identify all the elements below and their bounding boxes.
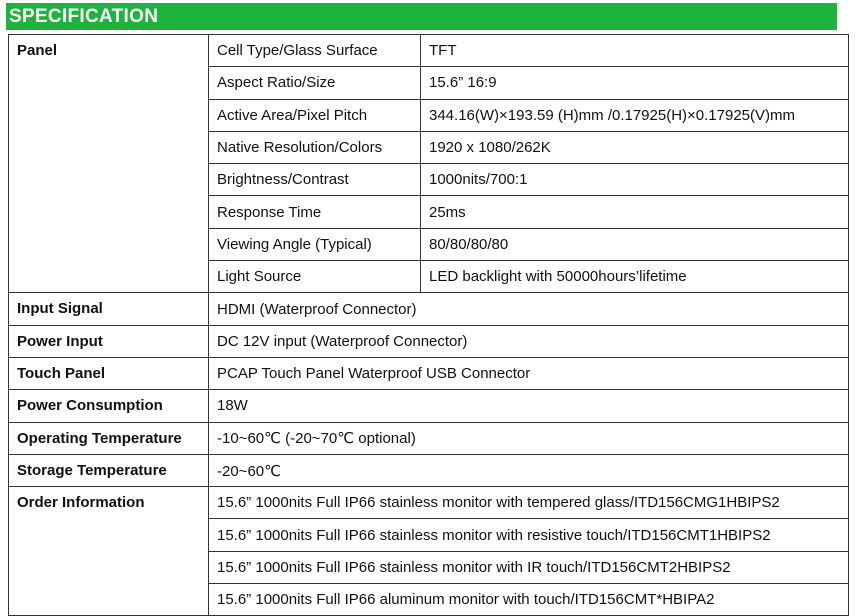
row-label-storage-temperature: Storage Temperature xyxy=(9,454,209,486)
table-row xyxy=(9,390,849,422)
row-label-power-input: Power Input xyxy=(9,325,209,357)
row-label-input-signal: Input Signal xyxy=(9,293,209,325)
spec-value: 1000nits/700:1 xyxy=(421,164,849,196)
table-row xyxy=(9,357,849,389)
spec-key: Viewing Angle (Typical) xyxy=(209,228,421,260)
spec-key: Aspect Ratio/Size xyxy=(209,67,421,99)
spec-value: LED backlight with 50000hours’lifetime xyxy=(421,261,849,293)
spec-value: PCAP Touch Panel Waterproof USB Connector xyxy=(209,357,849,389)
table-row xyxy=(9,35,849,67)
order-item: 15.6” 1000nits Full IP66 aluminum monitor with touch/ITD156CMT*HBIPA2 xyxy=(209,584,849,616)
row-label-touch-panel: Touch Panel xyxy=(9,357,209,389)
spec-value: DC 12V input (Waterproof Connector) xyxy=(209,325,849,357)
spec-value: 344.16(W)×193.59 (H)mm /0.17925(H)×0.17925(V)mm xyxy=(421,99,849,131)
spec-value: 15.6” 16:9 xyxy=(421,67,849,99)
spec-value: 80/80/80/80 xyxy=(421,228,849,260)
table-row xyxy=(9,454,849,486)
spec-value: 18W xyxy=(209,390,849,422)
table-row xyxy=(9,293,849,325)
row-label-order-information: Order Information xyxy=(9,487,209,616)
table-row xyxy=(9,487,849,519)
order-item: 15.6” 1000nits Full IP66 stainless monitor with tempered glass/ITD156CMG1HBIPS2 xyxy=(209,487,849,519)
spec-value: -10~60℃ (-20~70℃ optional) xyxy=(209,422,849,454)
spec-value: 1920 x 1080/262K xyxy=(421,131,849,163)
table-row xyxy=(9,422,849,454)
spec-value: TFT xyxy=(421,35,849,67)
order-item: 15.6” 1000nits Full IP66 stainless monitor with IR touch/ITD156CMT2HBIPS2 xyxy=(209,551,849,583)
table-row xyxy=(9,325,849,357)
specification-header: SPECIFICATION xyxy=(6,3,837,30)
spec-key: Light Source xyxy=(209,261,421,293)
spec-key: Brightness/Contrast xyxy=(209,164,421,196)
spec-value: 25ms xyxy=(421,196,849,228)
row-label-power-consumption: Power Consumption xyxy=(9,390,209,422)
spec-key: Response Time xyxy=(209,196,421,228)
row-label-panel: Panel xyxy=(9,35,209,293)
specification-table xyxy=(8,34,849,616)
spec-value: -20~60℃ xyxy=(209,454,849,486)
row-label-operating-temperature: Operating Temperature xyxy=(9,422,209,454)
spec-key: Native Resolution/Colors xyxy=(209,131,421,163)
spec-value: HDMI (Waterproof Connector) xyxy=(209,293,849,325)
order-item: 15.6” 1000nits Full IP66 stainless monitor with resistive touch/ITD156CMT1HBIPS2 xyxy=(209,519,849,551)
spec-key: Cell Type/Glass Surface xyxy=(209,35,421,67)
spec-key: Active Area/Pixel Pitch xyxy=(209,99,421,131)
